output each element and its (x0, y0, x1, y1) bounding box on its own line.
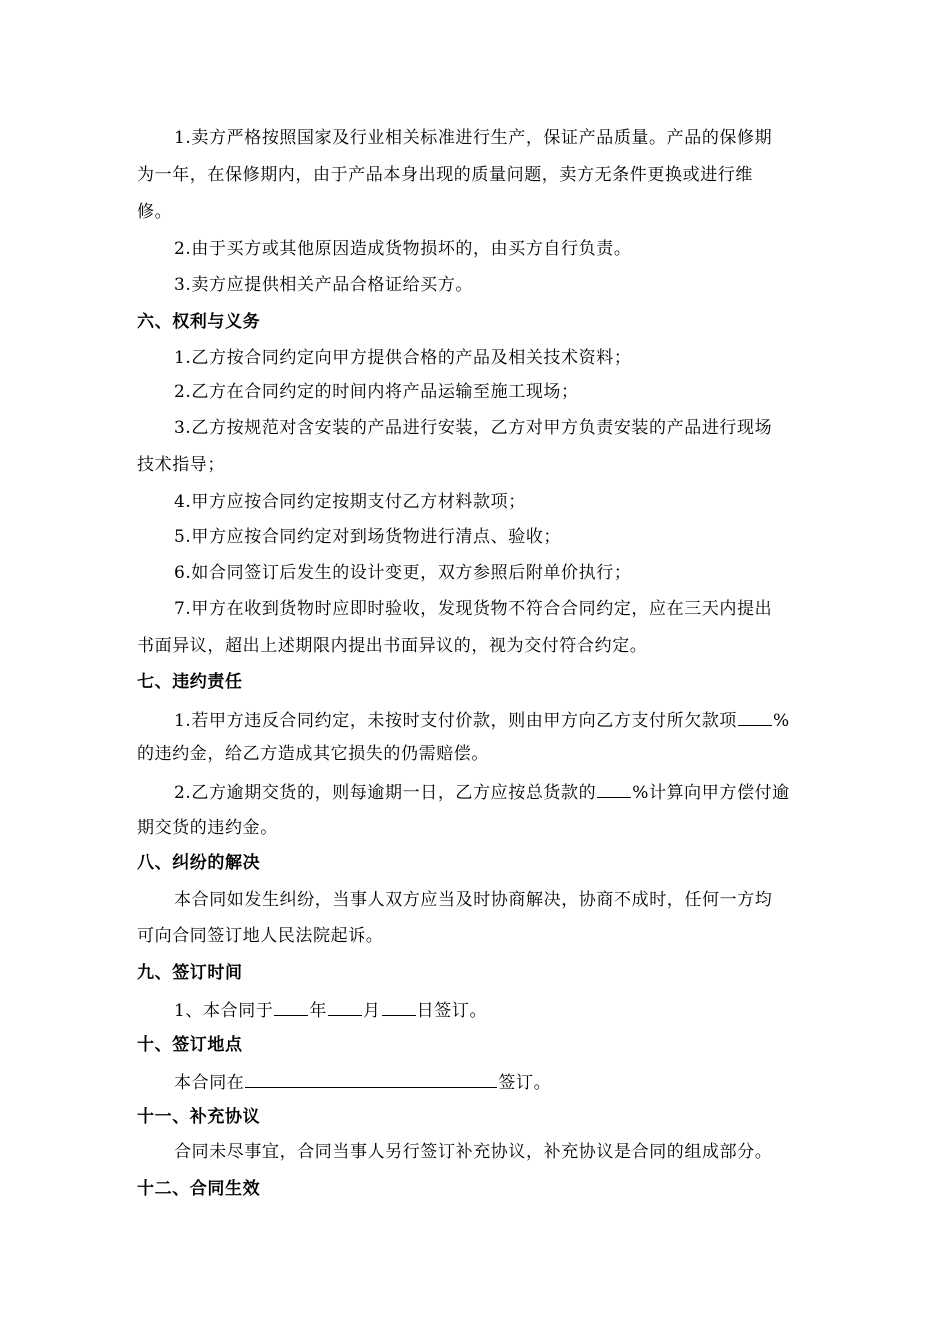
blank-field-month (328, 997, 362, 1016)
section-heading: 八、纠纷的解决 (137, 853, 261, 873)
paragraph-line: 修。 (137, 202, 173, 222)
section-heading: 十、签订地点 (137, 1035, 243, 1055)
section-heading: 十一、补充协议 (137, 1107, 261, 1127)
paragraph-line: 2.乙方在合同约定的时间内将产品运输至施工现场； (174, 382, 579, 402)
section-heading: 十二、合同生效 (137, 1179, 261, 1199)
paragraph-line (174, 997, 487, 1023)
text-segment: %计算向甲方偿付逾 (632, 783, 790, 803)
paragraph-line: 3.卖方应提供相关产品合格证给买方。 (174, 275, 474, 295)
paragraph-line: 4.甲方应按合同约定按期支付乙方材料款项； (174, 492, 526, 512)
text-segment: 2.乙方逾期交货的，则每逾期一日，乙方应按总货款的 (174, 783, 597, 803)
paragraph-line: 为一年，在保修期内，由于产品本身出现的质量问题，卖方无条件更换或进行维 (137, 165, 753, 185)
text-segment: % (773, 711, 790, 731)
paragraph-line: 6.如合同签订后发生的设计变更，双方参照后附单价执行； (174, 563, 632, 583)
text-segment: 签订。 (498, 1073, 552, 1093)
text-segment: 1.若甲方违反合同约定，未按时支付价款，则由甲方向乙方支付所欠款项 (174, 711, 738, 731)
paragraph-line: 可向合同签订地人民法院起诉。 (137, 926, 384, 946)
paragraph-line: 期交货的违约金。 (137, 818, 278, 838)
paragraph-line: 的违约金，给乙方造成其它损失的仍需赔偿。 (137, 744, 489, 764)
paragraph-line: 书面异议，超出上述期限内提出书面异议的，视为交付符合约定。 (137, 636, 648, 656)
paragraph-line: 7.甲方在收到货物时应即时验收，发现货物不符合合同约定，应在三天内提出 (174, 599, 773, 619)
paragraph-line: 5.甲方应按合同约定对到场货物进行清点、验收； (174, 527, 562, 547)
paragraph-line: 1.乙方按合同约定向甲方提供合格的产品及相关技术资料； (174, 348, 632, 368)
paragraph-line (174, 707, 790, 733)
blank-field (738, 707, 772, 726)
text-segment: 1、本合同于 (174, 1001, 274, 1021)
text-segment: 日签订。 (416, 1001, 488, 1021)
text-segment: 本合同在 (174, 1073, 245, 1093)
blank-field-year (274, 997, 308, 1016)
paragraph-line (174, 779, 790, 805)
section-heading: 六、权利与义务 (137, 312, 261, 332)
text-segment: 年 (309, 1001, 328, 1021)
paragraph-line: 合同未尽事宜，合同当事人另行签订补充协议，补充协议是合同的组成部分。 (174, 1142, 773, 1162)
paragraph-line: 3.乙方按规范对含安装的产品进行安装，乙方对甲方负责安装的产品进行现场 (174, 418, 773, 438)
text-segment: 月 (363, 1001, 381, 1021)
paragraph-line: 1.卖方严格按照国家及行业相关标准进行生产，保证产品质量。产品的保修期 (174, 128, 773, 148)
paragraph-line: 2.由于买方或其他原因造成货物损坏的，由买方自行负责。 (174, 239, 632, 259)
paragraph-line: 本合同如发生纠纷，当事人双方应当及时协商解决，协商不成时，任何一方均 (174, 890, 773, 910)
section-heading: 七、违约责任 (137, 672, 243, 692)
blank-field-day (382, 997, 416, 1016)
paragraph-line (174, 1069, 551, 1095)
blank-field (597, 779, 631, 798)
blank-field-location (245, 1069, 497, 1088)
section-heading: 九、签订时间 (137, 963, 243, 983)
paragraph-line: 技术指导； (137, 455, 225, 475)
